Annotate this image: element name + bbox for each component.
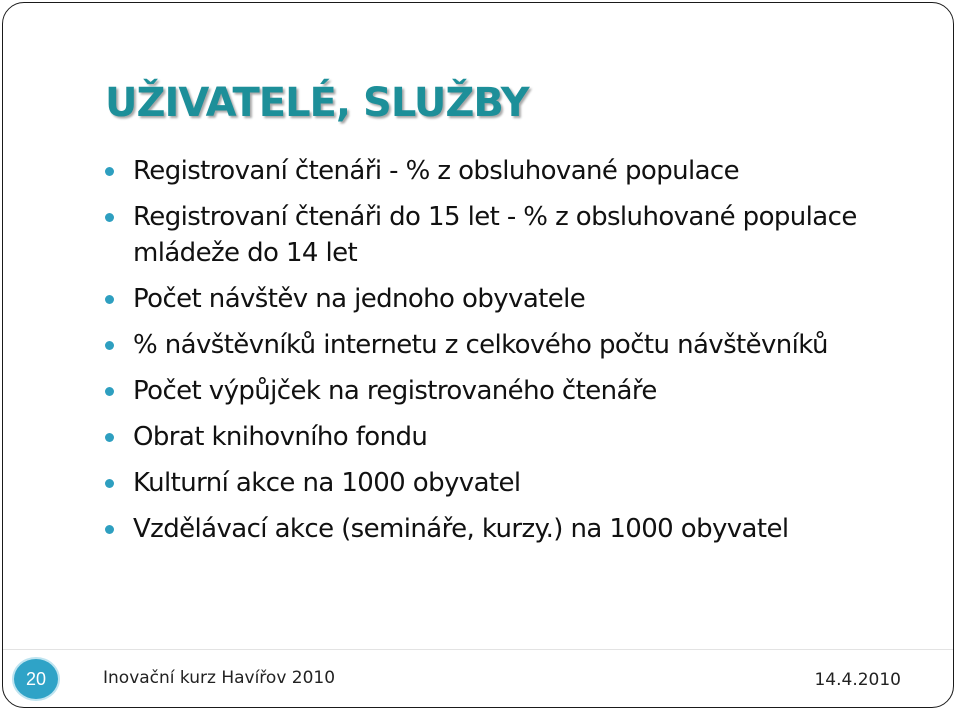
bullet-text: Obrat knihovního fondu <box>133 422 428 452</box>
bullet-dot-icon <box>105 167 114 176</box>
bullet-item <box>103 199 923 271</box>
bullet-dot-icon <box>105 387 114 396</box>
bullet-item <box>103 327 923 363</box>
bullet-item <box>103 373 923 409</box>
bullet-item <box>103 281 923 317</box>
bullet-text: Kulturní akce na 1000 obyvatel <box>133 468 521 498</box>
footer-course-title: Inovační kurz Havířov 2010 <box>103 668 336 688</box>
slide <box>2 2 954 708</box>
bullet-text: Registrovaní čtenáři do 15 let - % z obsluhované populace mládeže do 14 let <box>133 202 857 268</box>
bullet-text: Vzdělávací akce (semináře, kurzy.) na 1000 obyvatel <box>133 514 789 544</box>
footer-divider <box>3 649 953 650</box>
bullet-item <box>103 465 923 501</box>
slide-title: UŽIVATELÉ, SLUŽBY <box>105 80 529 126</box>
bullet-text: Registrovaní čtenáři - % z obsluhované populace <box>133 156 740 186</box>
bullet-list <box>103 153 923 557</box>
footer-date: 14.4.2010 <box>814 670 901 690</box>
bullet-item <box>103 511 923 547</box>
bullet-text: Počet výpůjček na registrovaného čtenáře <box>133 376 657 406</box>
bullet-dot-icon <box>105 213 114 222</box>
bullet-item <box>103 153 923 189</box>
bullet-dot-icon <box>105 525 114 534</box>
page-number-badge: 20 <box>12 657 60 701</box>
bullet-dot-icon <box>105 341 114 350</box>
bullet-text: Počet návštěv na jednoho obyvatele <box>133 284 586 314</box>
bullet-text: % návštěvníků internetu z celkového počtu návštěvníků <box>133 330 828 360</box>
bullet-dot-icon <box>105 295 114 304</box>
bullet-item <box>103 419 923 455</box>
bullet-dot-icon <box>105 433 114 442</box>
bullet-dot-icon <box>105 479 114 488</box>
